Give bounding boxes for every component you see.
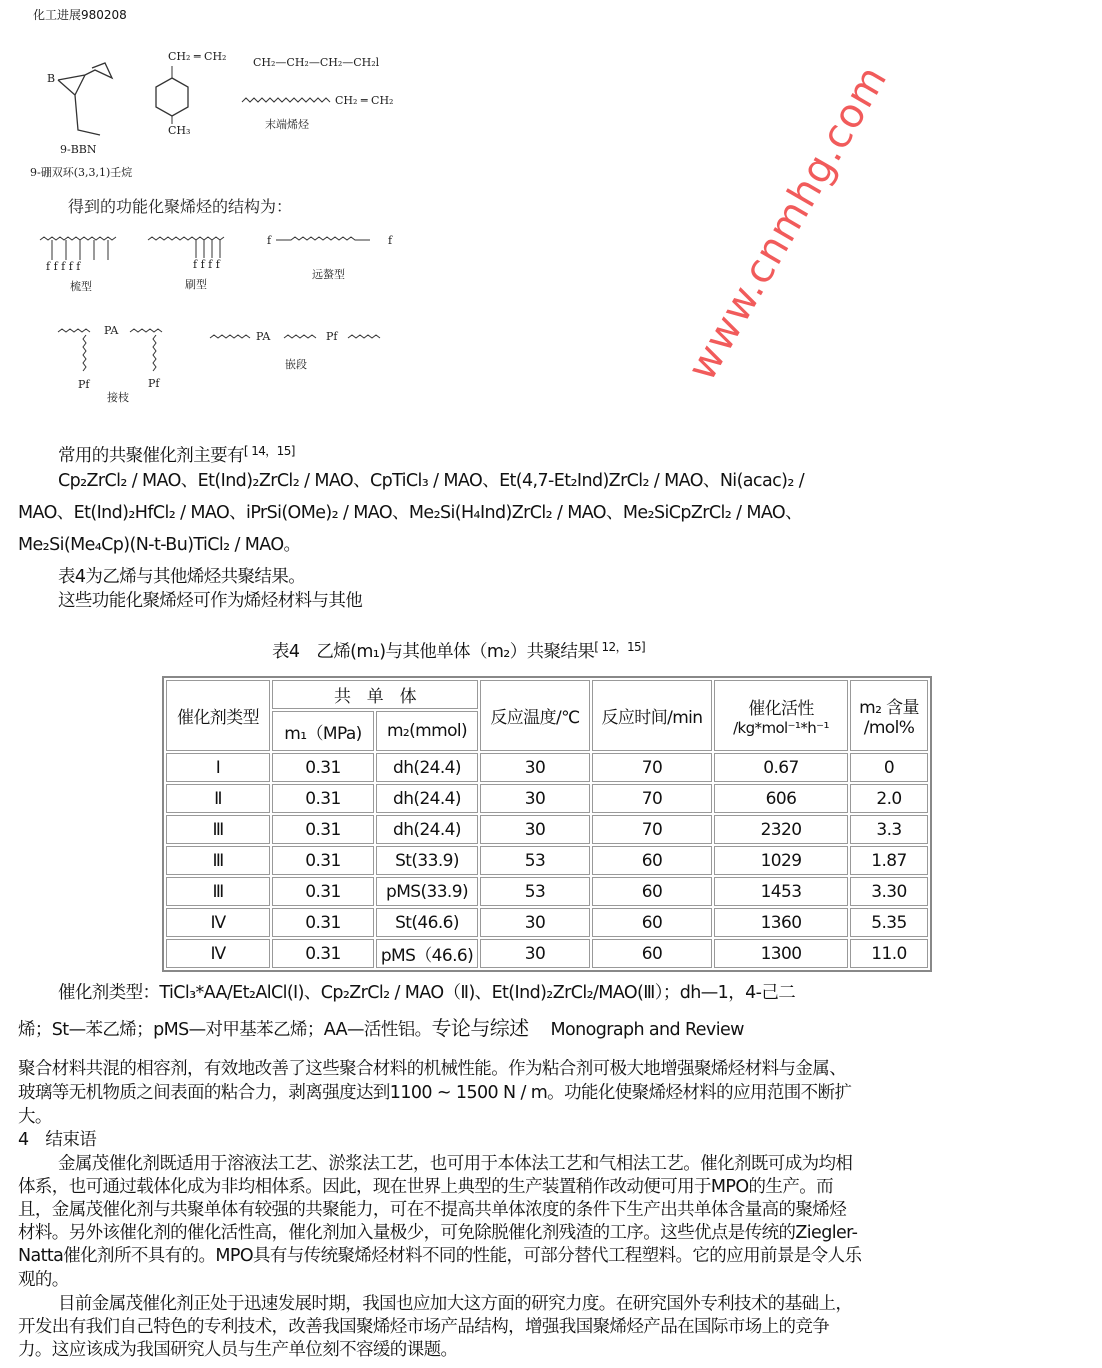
- paragraph-catalysts-intro: 常用的共聚催化剂主要有[ 14，15]: [58, 444, 295, 466]
- table-cell: 2320: [714, 815, 848, 844]
- body-line: 目前金属茂催化剂正处于迅速发展时期，我国也应加大这方面的研究力度。在研究国外专利技术的基础上，: [58, 1294, 853, 1314]
- body-line: 开发出有我们自己特色的专利技术，改善我国聚烯烃市场产品结构，增强我国聚烯烃产品在国际市场上的竞争: [18, 1317, 830, 1337]
- table-cell: St(33.9): [376, 846, 478, 875]
- brush-groups: f f f f: [193, 258, 220, 271]
- table-cell: 0.31: [272, 815, 374, 844]
- body-line: 观的。: [18, 1270, 69, 1290]
- catalyst-list-line-2: MAO、Et(Ind)₂HfCl₂ / MAO、iPrSi(OMe)₂ / MAO、Me₂Si(H₄Ind)ZrCl₂ / MAO、Me₂SiCpZrCl₂ / MAO、: [18, 503, 803, 523]
- structures-title: 得到的功能化聚烯烃的结构为：: [68, 197, 293, 216]
- document-header: 化工进展980208: [33, 8, 127, 22]
- chemical-structures-figure: [0, 30, 420, 420]
- table-cell: 606: [714, 784, 848, 813]
- table-cell: pMS（46.6): [376, 939, 478, 968]
- body-line: 聚合材料共混的相容剂，有效地改善了这些聚合材料的机械性能。作为粘合剂可极大地增强聚烯烃材料与金属、: [18, 1059, 847, 1079]
- paragraph-functional: 这些功能化聚烯烃可作为烯烃材料与其他: [58, 591, 363, 611]
- catalyst-list-line-1: Cp₂ZrCl₂ / MAO、Et(Ind)₂ZrCl₂ / MAO、CpTiCl₃ / MAO、Et(4,7-Et₂Ind)ZrCl₂ / MAO、Ni(acac)₂ /: [58, 471, 804, 491]
- block-pa: PA: [256, 330, 271, 343]
- header-catalyst: 催化剂类型: [166, 680, 270, 751]
- table-cell: Ⅳ: [166, 908, 270, 937]
- table-cell: dh(24.4): [376, 753, 478, 782]
- graft-pa: PA: [104, 324, 119, 337]
- bbn-name: 9-硼双环(3,3,1)壬烷: [30, 166, 133, 179]
- table-cell: Ⅳ: [166, 939, 270, 968]
- table-cell: 60: [592, 846, 712, 875]
- table-cell: 1453: [714, 877, 848, 906]
- table-cell: 3.3: [850, 815, 928, 844]
- comb-groups: f f f f f: [46, 260, 81, 273]
- table-row: [166, 846, 928, 875]
- styrene-methyl: CH₃: [168, 124, 191, 137]
- header-time: 反应时间/min: [592, 680, 712, 751]
- graft-pf-right: Pf: [148, 377, 160, 390]
- table-row: [166, 815, 928, 844]
- table-cell: 30: [480, 753, 590, 782]
- table-cell: 0.31: [272, 939, 374, 968]
- table-cell: 1.87: [850, 846, 928, 875]
- section-heading: 4 结束语: [18, 1130, 97, 1150]
- bbn-label: 9-BBN: [60, 143, 97, 156]
- table-cell: 0.31: [272, 753, 374, 782]
- table-cell: Ⅲ: [166, 877, 270, 906]
- table-cell: 5.35: [850, 908, 928, 937]
- catalyst-list-line-3: Me₂Si(Me₄Cp)(N-t-Bu)TiCl₂ / MAO。: [18, 535, 301, 555]
- citation: [ 12，15]: [594, 640, 646, 654]
- chain-formula: CH₂—CH₂—CH₂—CH₂l: [253, 56, 380, 69]
- table-cell: 1029: [714, 846, 848, 875]
- table-cell: 30: [480, 939, 590, 968]
- table-cell: 2.0: [850, 784, 928, 813]
- terminal-olefin-formula: CH₂ ═ CH₂: [335, 94, 394, 107]
- table-cell: 0.67: [714, 753, 848, 782]
- header-activity: 催化活性 /kg*mol⁻¹*h⁻¹: [714, 680, 848, 751]
- watermark: www.cnmhg.com: [678, 57, 897, 389]
- body-line: 材料。另外该催化剂的催化活性高，催化剂加入量极少，可免除脱催化剂残渣的工序。这些优点是传统的Ziegler-: [18, 1223, 858, 1243]
- table-cell: 1300: [714, 939, 848, 968]
- table-cell: 70: [592, 784, 712, 813]
- footnote-line-1: 催化剂类型：TiCl₃*AA/Et₂AlCl(Ⅰ)、Cp₂ZrCl₂ / MAO（Ⅱ)、Et(Ind)₂ZrCl₂/MAO(Ⅲ）；dh—1，4-己二: [58, 983, 796, 1003]
- body-line: 金属茂催化剂既适用于溶液法工艺、淤浆法工艺，也可用于本体法工艺和气相法工艺。催化剂既可成为均相: [58, 1154, 853, 1174]
- table-cell: 0: [850, 753, 928, 782]
- body-line: 体系，也可通过载体化成为非均相体系。因此，现在世界上典型的生产装置稍作改动便可用于MPO的生产。而: [18, 1177, 834, 1197]
- graft-pf-left: Pf: [78, 378, 90, 391]
- table-cell: pMS(33.9): [376, 877, 478, 906]
- header-m2: m₂(mmol): [376, 711, 478, 751]
- table-cell: Ⅱ: [166, 784, 270, 813]
- header-temperature: 反应温度/℃: [480, 680, 590, 751]
- table-cell: 0.31: [272, 846, 374, 875]
- graft-label: 接枝: [107, 391, 129, 404]
- block-label: 嵌段: [285, 358, 307, 371]
- copolymerization-table: [162, 676, 932, 972]
- table-cell: 60: [592, 939, 712, 968]
- table-row: [166, 753, 928, 782]
- table-cell: 0.31: [272, 784, 374, 813]
- table-cell: 0.31: [272, 908, 374, 937]
- table-cell: Ⅲ: [166, 846, 270, 875]
- footnote-line-2: 烯；St—苯乙烯；pMS—对甲基苯乙烯；AA—活性铝。专论与综述 Monograph and Review: [18, 1016, 744, 1040]
- table-cell: 30: [480, 908, 590, 937]
- telechelic-end-left: f: [267, 234, 272, 247]
- section-title-en: Monograph and Review: [550, 1020, 744, 1040]
- table-row: [166, 908, 928, 937]
- table-cell: 30: [480, 784, 590, 813]
- body-line: Natta催化剂所不具有的。MPO具有与传统聚烯烃材料不同的性能，可部分替代工程塑料。它的应用前景是令人乐: [18, 1246, 862, 1266]
- section-title: 专论与综述: [431, 1016, 529, 1040]
- table-cell: 30: [480, 815, 590, 844]
- table-row: [166, 939, 928, 968]
- brush-label: 刷型: [185, 278, 207, 291]
- table-cell: St(46.6): [376, 908, 478, 937]
- table-caption: 表4 乙烯(m₁)与其他单体（m₂）共聚结果[ 12，15]: [272, 640, 646, 662]
- table-row: [166, 784, 928, 813]
- body-line: 玻璃等无机物质之间表面的粘合力，剥离强度达到1100 ~ 1500 N / m。功能化使聚烯烃材料的应用范围不断扩: [18, 1083, 852, 1103]
- header-comonomer: 共 单 体: [272, 680, 478, 709]
- body-line: 力。这应该成为我国研究人员与生产单位刻不容缓的课题。: [18, 1340, 458, 1360]
- table-cell: 60: [592, 908, 712, 937]
- table-cell: 3.30: [850, 877, 928, 906]
- table-cell: 11.0: [850, 939, 928, 968]
- table-cell: dh(24.4): [376, 815, 478, 844]
- citation: [ 14，15]: [243, 444, 295, 458]
- table-cell: 60: [592, 877, 712, 906]
- styrene-vinyl: CH₂ ═ CH₂: [168, 50, 227, 63]
- boron-atom: B: [47, 72, 56, 85]
- table-row: [166, 877, 928, 906]
- table-cell: 53: [480, 846, 590, 875]
- comb-label: 梳型: [70, 280, 92, 293]
- body-line: 且，金属茂催化剂与共聚单体有较强的共聚能力，可在不提高共单体浓度的条件下生产出共单体含量高的聚烯烃: [18, 1200, 847, 1220]
- header-m1: m₁（MPa): [272, 711, 374, 751]
- table-cell: Ⅰ: [166, 753, 270, 782]
- terminal-olefin-label: 末端烯烃: [265, 118, 309, 131]
- paragraph-table-ref: 表4为乙烯与其他烯烃共聚结果。: [58, 567, 306, 587]
- table-cell: 70: [592, 753, 712, 782]
- table-cell: 0.31: [272, 877, 374, 906]
- table-cell: 1360: [714, 908, 848, 937]
- telechelic-end-right: f: [388, 234, 393, 247]
- block-pf: Pf: [326, 330, 338, 343]
- header-content: m₂ 含量 /mol%: [850, 680, 928, 751]
- table-cell: 53: [480, 877, 590, 906]
- telechelic-label: 远螯型: [312, 268, 345, 281]
- table-cell: Ⅲ: [166, 815, 270, 844]
- body-line: 大。: [18, 1107, 52, 1127]
- benzene-ring: [156, 78, 188, 116]
- bbn-structure: [58, 63, 112, 135]
- table-cell: dh(24.4): [376, 784, 478, 813]
- table-cell: 70: [592, 815, 712, 844]
